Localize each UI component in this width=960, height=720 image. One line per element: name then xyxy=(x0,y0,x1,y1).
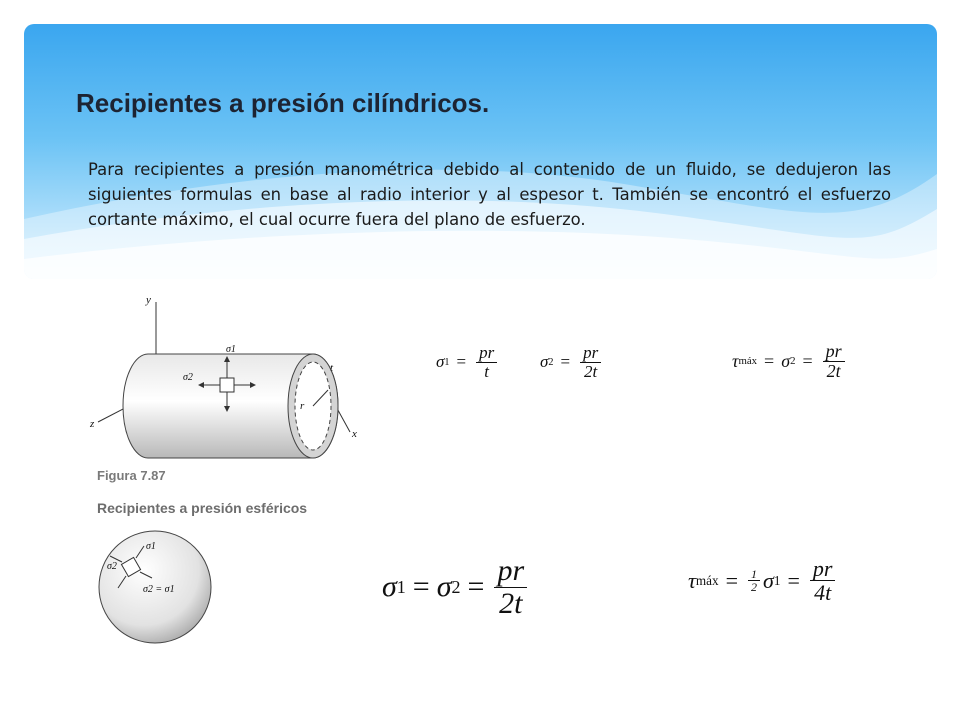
header-waves xyxy=(24,24,937,279)
header-banner xyxy=(24,24,937,279)
cyl-sigma2-label: σ2 xyxy=(183,372,193,383)
slide-paragraph: Para recipientes a presión manométrica debido al contenido de un fluido, se dedujeron las siguientes formulas en base al radio interior y al espesor t. También se encontró el esfuerzo cortante máximo, el cual ocurre fuera del plano de esfuerzo. xyxy=(88,160,891,229)
cyl-t-label: t xyxy=(330,362,334,374)
figure-caption: Figura 7.87 xyxy=(97,468,166,483)
cylinder-figure xyxy=(88,292,358,462)
eq-cyl-sigma1: σ 1 = $\frac{pr}{t}$ xyxy=(436,344,500,381)
cyl-r-label: r xyxy=(300,400,305,412)
axis-y-label: y xyxy=(146,294,151,306)
eq-sph-sigma: σ 1 = σ 2 = $\frac{pr}{2t}$ xyxy=(382,555,530,619)
sph-sigma1-label: σ1 xyxy=(146,541,156,552)
sph-eq-label: σ2 = σ1 xyxy=(143,584,175,595)
eq-cyl-sigma2: σ 2 = $\frac{pr}{2t}$ xyxy=(540,344,604,381)
eq-cyl-tau: τ máx = σ 2 = $\frac{pr}{2t}$ xyxy=(732,342,848,381)
slide-title: Recipientes a presión cilíndricos. xyxy=(76,88,490,118)
section-caption: Recipientes a presión esféricos xyxy=(97,500,308,516)
axis-z-label: z xyxy=(90,418,95,430)
axis-x-label: x xyxy=(352,428,357,440)
sph-sigma2-label: σ2 xyxy=(107,561,117,572)
lhs: σ xyxy=(436,352,445,372)
eq-sph-tau: τ máx = $\frac{1}{2}$ σ 1 = $\frac{pr}{4t}$ xyxy=(688,557,838,604)
cyl-sigma1-label: σ1 xyxy=(226,344,236,355)
